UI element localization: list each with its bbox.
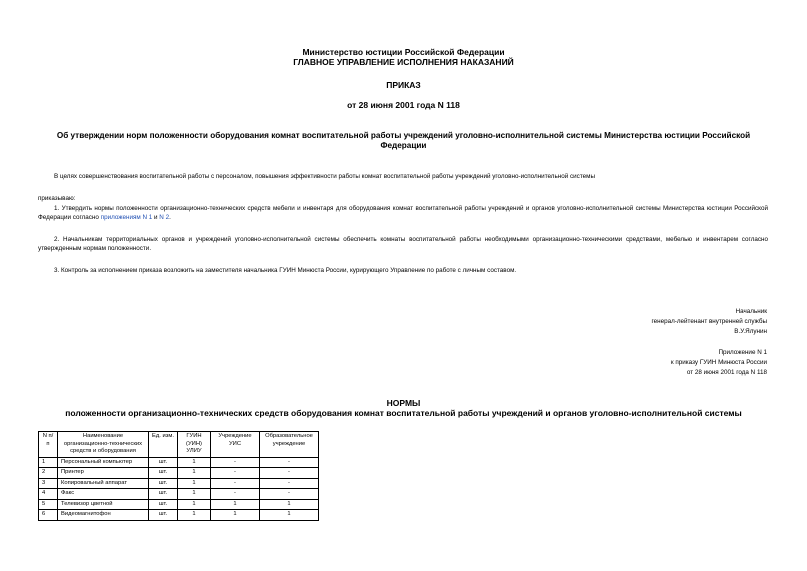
cell-edu: 1 <box>260 510 319 521</box>
norms-table <box>38 431 319 521</box>
appendix-label: Приложение N 1 <box>718 349 767 356</box>
department-name: ГЛАВНОЕ УПРАВЛЕНИЕ ИСПОЛНЕНИЯ НАКАЗАНИЙ <box>293 57 514 67</box>
cell-edu: - <box>260 457 319 468</box>
cell-uis: - <box>211 468 260 479</box>
cell-name: Факс <box>58 489 149 500</box>
col-name: Наименование организационно-технических средств и оборудования <box>58 432 149 458</box>
order-word: приказываю: <box>38 195 76 202</box>
cell-edu: 1 <box>260 499 319 510</box>
col-uis: Учреждение УИС <box>211 432 260 458</box>
cell-unit: шт. <box>149 478 178 489</box>
col-edu: Образовательное учреждение <box>260 432 319 458</box>
cell-unit: шт. <box>149 499 178 510</box>
cell-edu: - <box>260 478 319 489</box>
appendix-2-link[interactable]: N 2 <box>159 214 170 221</box>
table-header-row <box>39 432 319 458</box>
cell-guin: 1 <box>178 478 211 489</box>
item-2: 2. Начальникам территориальных органов и учреждений уголовно-исполнительной системы обеспечить комнаты воспитательной работы необходимыми организационно-техническими средствами, мебелью и инвентарем согласно утвержденным нормам положенности. <box>38 236 768 252</box>
table-row <box>39 478 319 489</box>
item-1-end: . <box>169 214 171 221</box>
cell-uis: - <box>211 457 260 468</box>
cell-name: Персональный компьютер <box>58 457 149 468</box>
doc-date-number: от 28 июня 2001 года N 118 <box>347 100 460 110</box>
cell-uis: 1 <box>211 499 260 510</box>
cell-guin: 1 <box>178 499 211 510</box>
cell-name: Копировальный аппарат <box>58 478 149 489</box>
col-unit: Ед. изм. <box>149 432 178 458</box>
cell-uis: - <box>211 478 260 489</box>
cell-edu: - <box>260 468 319 479</box>
doc-type: ПРИКАЗ <box>386 80 421 90</box>
cell-number: 6 <box>39 510 58 521</box>
table-row <box>39 489 319 500</box>
cell-number: 2 <box>39 468 58 479</box>
table-row <box>39 510 319 521</box>
cell-uis: - <box>211 489 260 500</box>
item-1 <box>38 204 768 222</box>
table-row <box>39 468 319 479</box>
cell-unit: шт. <box>149 489 178 500</box>
cell-number: 3 <box>39 478 58 489</box>
cell-guin: 1 <box>178 457 211 468</box>
signature-name: В.У.Ялунин <box>734 328 767 335</box>
cell-number: 4 <box>39 489 58 500</box>
cell-unit: шт. <box>149 457 178 468</box>
appendix-ref: к приказу ГУИН Минюста России <box>670 359 767 366</box>
appendix-date: от 28 июня 2001 года N 118 <box>686 369 767 376</box>
table-row <box>39 457 319 468</box>
item-1-text: 1. Утвердить нормы положенности организационно-технических средств мебели и инвентаря для оборудования комнат воспитательной работы учреждений и органов уголовно-исполнительной системы Министерства юстиции Российской Федерации согласно <box>38 205 768 221</box>
preamble: В целях совершенствования воспитательной работы с персоналом, повышения эффективности работы комнат воспитательной работы учреждений уголовно-исполнительной системы <box>54 173 595 180</box>
item-1-and: и <box>152 214 160 221</box>
cell-name: Телевизор цветной <box>58 499 149 510</box>
cell-guin: 1 <box>178 510 211 521</box>
cell-number: 1 <box>39 457 58 468</box>
cell-unit: шт. <box>149 510 178 521</box>
item-3: 3. Контроль за исполнением приказа возложить на заместителя начальника ГУИН Минюста России, курирующего Управление по работе с личным составом. <box>54 267 517 274</box>
cell-guin: 1 <box>178 468 211 479</box>
cell-guin: 1 <box>178 489 211 500</box>
signature-rank: генерал-лейтенант внутренней службы <box>651 318 767 325</box>
signature-title: Начальник <box>735 308 767 315</box>
ministry-name: Министерство юстиции Российской Федерации <box>302 47 505 57</box>
col-number: N п/п <box>39 432 58 458</box>
appendix-1-link[interactable]: приложениям N 1 <box>100 214 153 221</box>
table-row <box>39 499 319 510</box>
cell-name: Видеомагнитофон <box>58 510 149 521</box>
doc-title: Об утверждении норм положенности оборудования комнат воспитательной работы учреждений уголовно-исполнительной системы Министерства юстиции Российской Федерации <box>56 131 751 150</box>
cell-unit: шт. <box>149 468 178 479</box>
cell-edu: - <box>260 489 319 500</box>
norms-subheading: положенности организационно-технических средств оборудования комнат воспитательной работы учреждений и органов уголовно-исполнительной системы <box>65 408 742 418</box>
cell-uis: 1 <box>211 510 260 521</box>
cell-number: 5 <box>39 499 58 510</box>
norms-heading: НОРМЫ <box>386 398 421 408</box>
col-guin: ГУИН (УИН) УЛИУ <box>178 432 211 458</box>
cell-name: Принтер <box>58 468 149 479</box>
